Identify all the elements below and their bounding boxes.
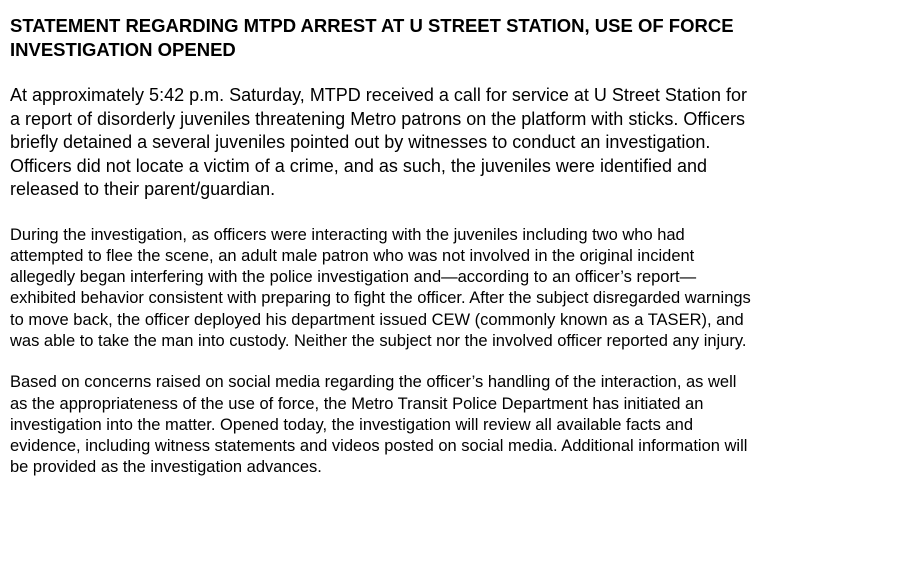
statement-paragraph-intro: At approximately 5:42 p.m. Saturday, MTPD received a call for service at U Street Station for a report of disorderly juveniles threatening Metro patrons on the platform with sticks. Officers briefly detained a several juveniles pointed out by witnesses to conduct an investigation. Officers did not locate a victim of a crime, and as such, the juveniles were identified and released to their parent/guardian. <box>10 85 747 199</box>
statement-title: STATEMENT REGARDING MTPD ARREST AT U STREET STATION, USE OF FORCE INVESTIGATION OPENED <box>10 15 734 60</box>
statement-paragraph-use-of-force-review: Based on concerns raised on social media regarding the officer’s handling of the interaction, as well as the appropriateness of the use of force, the Metro Transit Police Department has initiated an investigation into the matter. Opened today, the investigation will review all available facts and evidence, including witness statements and videos posted on social media. Additional information will be provided as the investigation advances. <box>10 373 748 477</box>
statement-paragraph-investigation: During the investigation, as officers were interacting with the juveniles including two who had attempted to flee the scene, an adult male patron who was not involved in the original incident allegedly began interfering with the police investigation and—according to an officer’s report— exhibited behavior consistent with preparing to fight the officer. After the subject disregarded warnings to move back, the officer deployed his department issued CEW (commonly known as a TASER), and was able to take the man into custody. Neither the subject nor the involved officer reported any injury. <box>10 225 751 350</box>
